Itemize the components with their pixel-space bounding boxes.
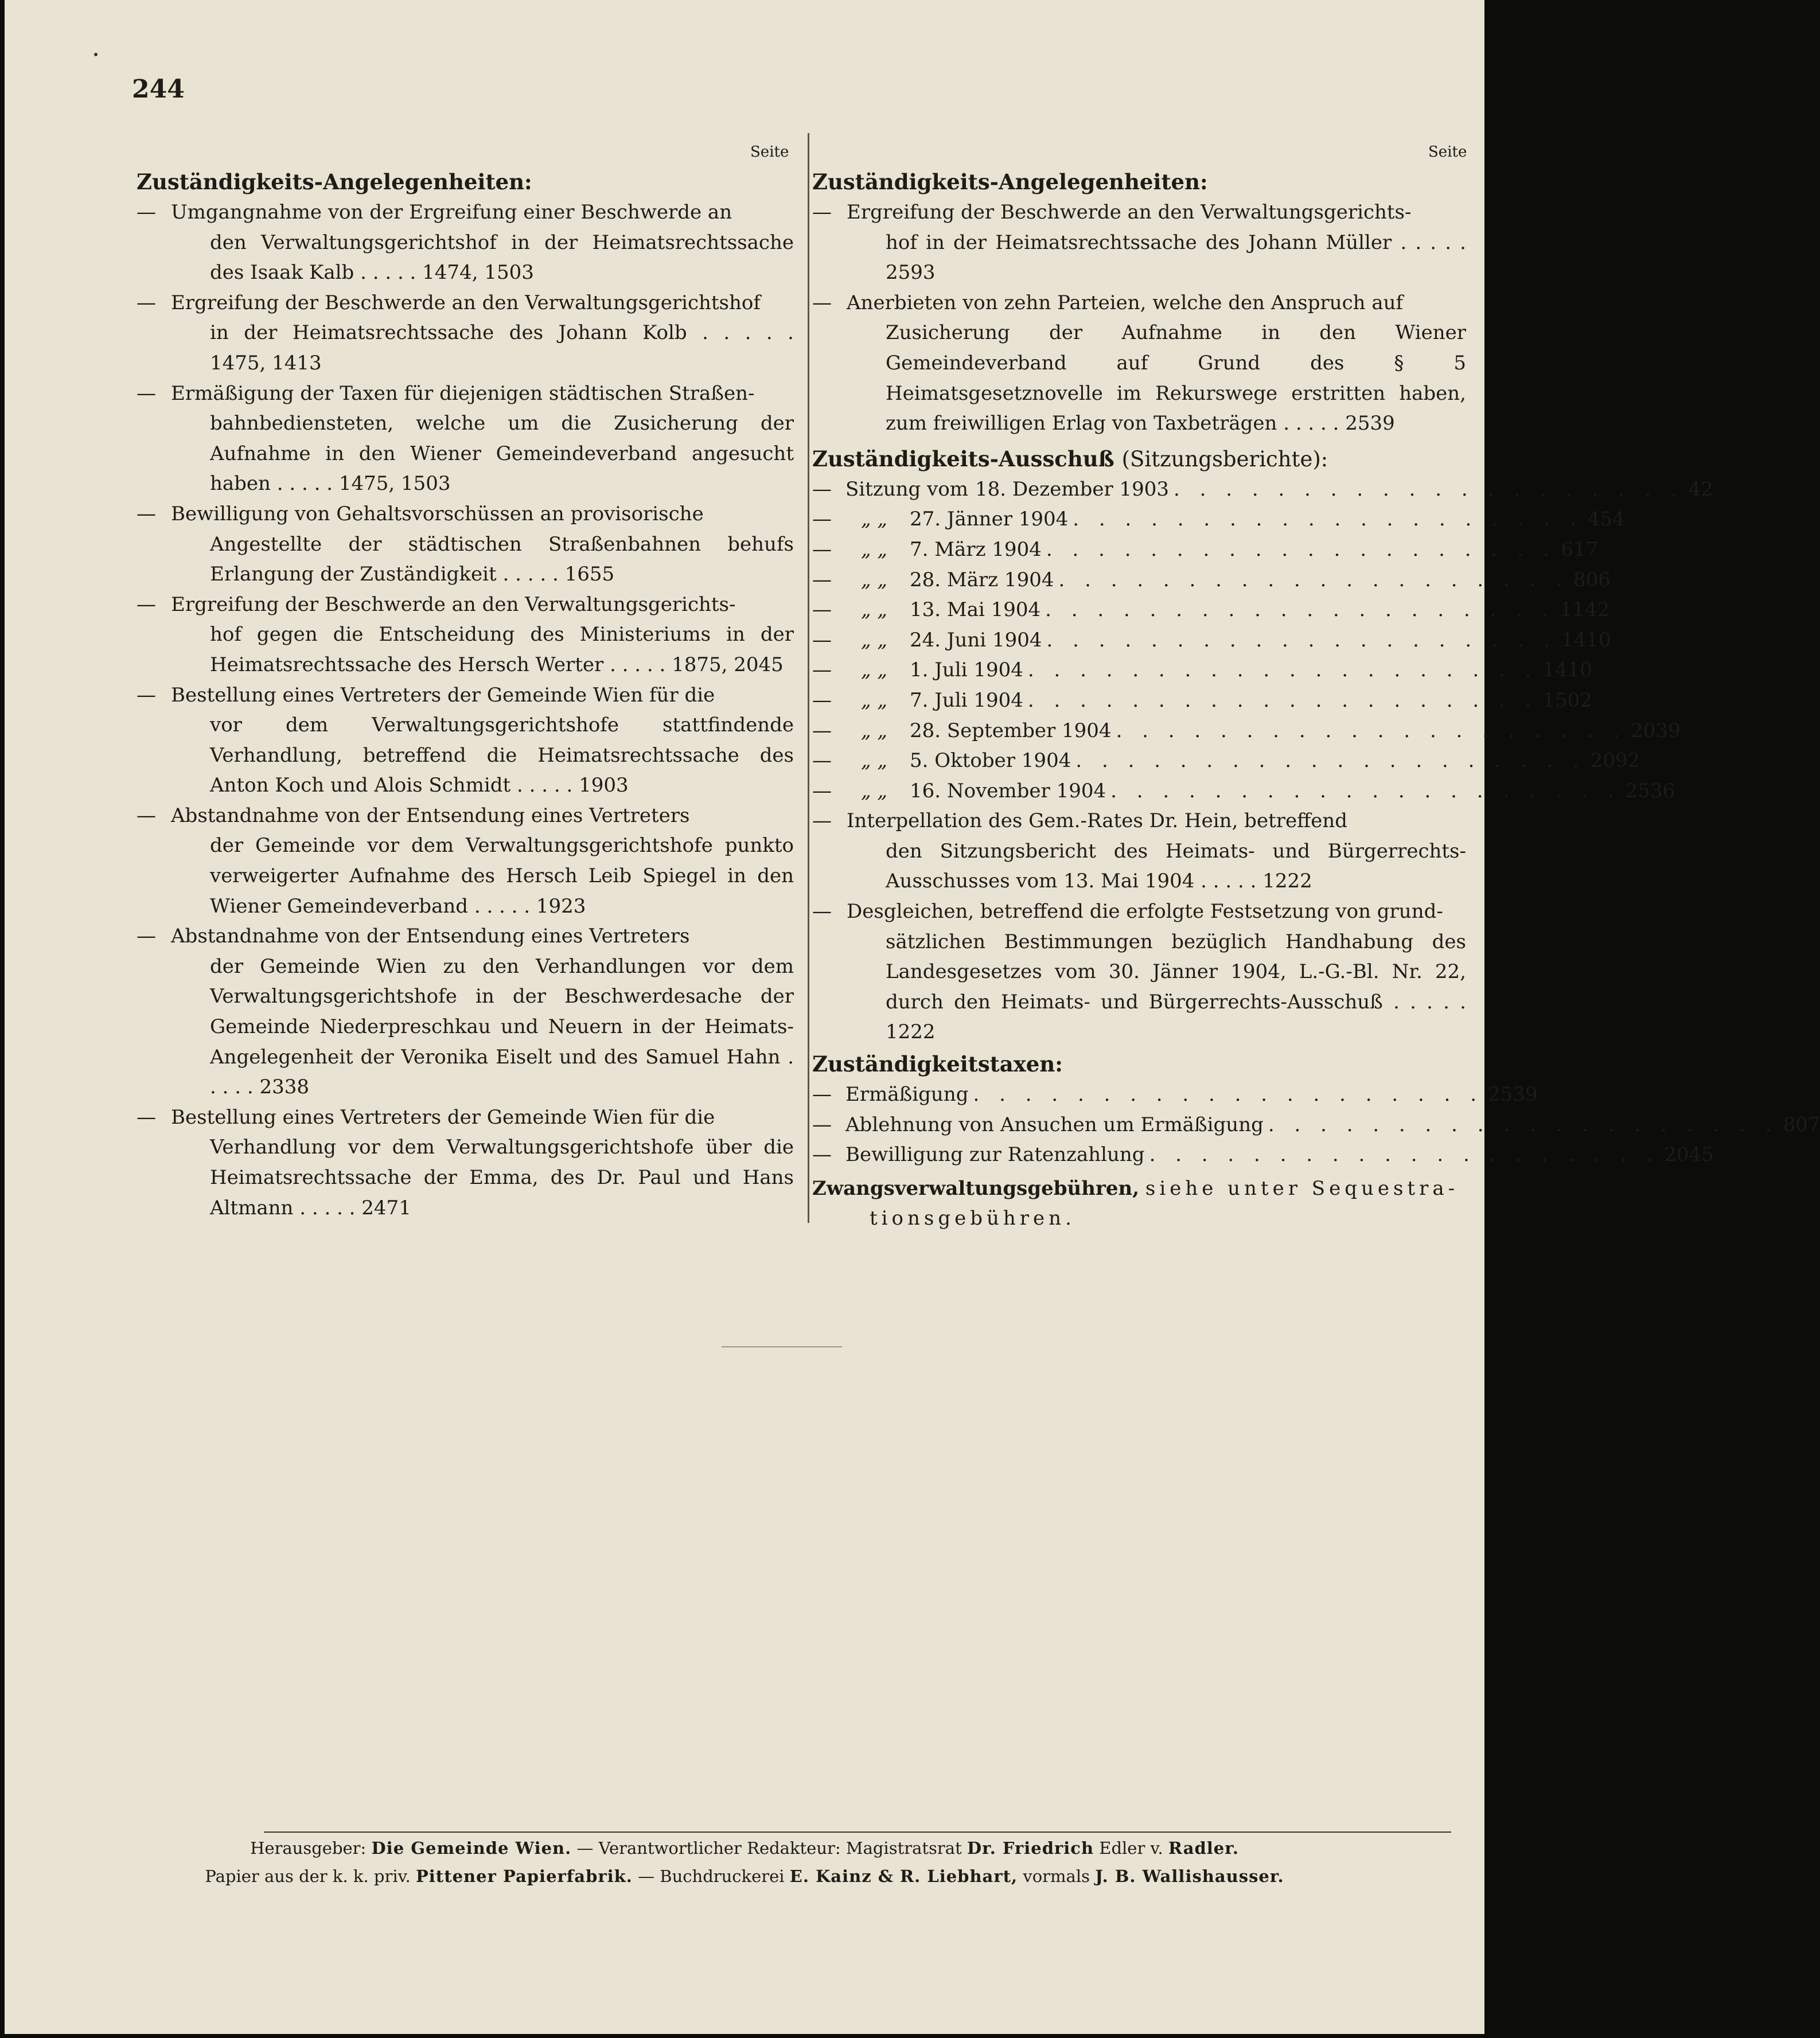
entry-dash: — bbox=[812, 779, 832, 802]
page-reference: 1142 bbox=[1560, 598, 1610, 622]
index-entry bbox=[137, 801, 794, 921]
sitzung-date: 27. Jänner 1904 bbox=[910, 508, 1069, 531]
leader-dots: . . . . . bbox=[474, 894, 536, 918]
entry-text: der Gemeinde vor dem Verwaltungsgerichtshofe punkto verweigerter Aufnahme des Hersch Leib Spiegel in den Wiener Gemeindeverband bbox=[210, 834, 794, 918]
index-entry bbox=[137, 921, 794, 1102]
sitzung-label: Sitzung vom bbox=[845, 477, 969, 501]
entry-text: Verhandlung vor dem Verwaltungsgerichtshofe über die Heimatsrechtssache der Emma, des Dr. Paul und Hans Altmann bbox=[210, 1136, 794, 1219]
sitzung-row bbox=[812, 535, 1599, 565]
sitzung-row bbox=[812, 685, 1592, 716]
entry-first-line: Bewilligung von Gehaltsvorschüssen an provisorische bbox=[171, 502, 704, 525]
ausschuss-heading bbox=[812, 443, 1466, 474]
leader-dots: . . . . . bbox=[516, 774, 579, 797]
page-reference: 454 bbox=[1587, 508, 1625, 531]
ausschuss-heading-note: (Sitzungsberichte): bbox=[1121, 446, 1328, 471]
section-heading: Zuständigkeits-Angelegenheiten: bbox=[137, 169, 532, 194]
entry-first-line: Desgleichen, betreffend die erfolgte Festsetzung von grund- bbox=[847, 900, 1443, 923]
sitzung-row bbox=[812, 504, 1625, 535]
leader-dots: . . . . . bbox=[1400, 231, 1466, 254]
page-reference: 1410 bbox=[1561, 628, 1611, 652]
entry-dash: — bbox=[812, 688, 832, 712]
taxen-text: Ablehnung von Ansuchen um Ermäßigung bbox=[845, 1113, 1264, 1136]
page-reference: 42 bbox=[1688, 477, 1713, 501]
page-reference: 2039 bbox=[1631, 719, 1681, 742]
ditto-mark: „ „ bbox=[860, 719, 888, 742]
entry-dash: — bbox=[137, 201, 156, 224]
entry-body bbox=[171, 197, 794, 288]
page-reference: 2593 bbox=[886, 261, 936, 285]
seite-label-right: Seite bbox=[1428, 143, 1467, 161]
entry-body bbox=[171, 499, 794, 590]
taxen-text: Ermäßigung bbox=[845, 1083, 969, 1106]
imprint-editor-surname: Radler. bbox=[1168, 1838, 1239, 1858]
entry-dash: — bbox=[137, 593, 156, 616]
ditto-mark: „ „ bbox=[860, 568, 888, 591]
entry-first-line: Bestellung eines Vertreters der Gemeinde Wien für die bbox=[171, 683, 715, 707]
right-column bbox=[812, 166, 1820, 1234]
ditto-mark: „ „ bbox=[860, 749, 888, 773]
sitzung-row bbox=[812, 716, 1681, 746]
zwang-heading: Zwangsverwaltungsgebühren, bbox=[812, 1176, 1140, 1200]
ditto-mark: „ „ bbox=[860, 598, 888, 622]
entry-dash: — bbox=[812, 477, 832, 501]
index-entry bbox=[812, 806, 1466, 897]
entry-dash: — bbox=[812, 291, 832, 314]
page-reference: 2338 bbox=[259, 1075, 309, 1099]
index-entry bbox=[812, 197, 1466, 288]
imprint-line-publisher bbox=[5, 1838, 1484, 1858]
leader-dots: . . . . . . . . . . . . . . . . . . . . bbox=[1027, 658, 1538, 682]
entry-dash: — bbox=[812, 749, 832, 773]
page-reference: 617 bbox=[1561, 537, 1599, 561]
taxen-row bbox=[812, 1080, 1538, 1110]
leader-dots: . . . . . . . . . . . . . . . . . . . . bbox=[1045, 598, 1556, 622]
ditto-mark: „ „ bbox=[860, 658, 888, 682]
entry-text: bahnbediensteten, welche um die Zusicherung der Aufnahme in den Wiener Gemeindeverband angesucht haben bbox=[210, 412, 794, 496]
taxen-heading: Zuständigkeitstaxen: bbox=[812, 1051, 1063, 1077]
sitzung-row bbox=[812, 746, 1640, 776]
entry-first-line: Ergreifung der Beschwerde an den Verwaltungsgerichtshof bbox=[171, 291, 761, 314]
leader-dots: . . . . . . . . . . . . . . . . . . . . bbox=[1046, 537, 1557, 561]
leader-dots: . . . . . bbox=[276, 472, 339, 496]
imprint-publisher: Die Gemeinde Wien. bbox=[371, 1838, 572, 1858]
sitzung-date: 24. Juni 1904 bbox=[910, 628, 1042, 652]
imprint-rule bbox=[264, 1832, 1451, 1833]
page-reference: 1875, 2045 bbox=[672, 653, 784, 676]
page-reference: 1475, 1413 bbox=[210, 351, 322, 375]
entry-dash: — bbox=[812, 658, 832, 682]
sitzung-date: 1. Juli 1904 bbox=[910, 658, 1023, 682]
sitzung-row bbox=[812, 625, 1611, 656]
imprint-printer: E. Kainz & R. Liebhart, bbox=[789, 1866, 1018, 1886]
imprint-paper-mill: Pittener Papierfabrik. bbox=[415, 1866, 633, 1886]
imprint-text: vormals bbox=[1023, 1866, 1090, 1886]
leader-dots: . . . . . bbox=[502, 563, 565, 586]
leader-dots: . . . . . bbox=[1283, 412, 1346, 435]
zwang-text: siehe unter Sequestra- bbox=[1145, 1176, 1459, 1200]
leader-dots: . . . . . . . . . . . . . . . . . . . . bbox=[1110, 779, 1621, 802]
leader-dots: . . . . . bbox=[1393, 990, 1466, 1014]
index-entry bbox=[812, 897, 1466, 1047]
ditto-mark: „ „ bbox=[860, 688, 888, 712]
page-reference: 2539 bbox=[1488, 1083, 1538, 1106]
page-reference: 2045 bbox=[1664, 1143, 1714, 1167]
entry-body bbox=[171, 590, 794, 680]
ditto-mark: „ „ bbox=[860, 628, 888, 652]
imprint-text: Edler v. bbox=[1099, 1838, 1163, 1858]
index-entry bbox=[137, 1102, 794, 1223]
entry-first-line: Abstandnahme von der Entsendung eines Vertreters bbox=[171, 804, 690, 827]
entry-dash: — bbox=[812, 628, 832, 652]
page-reference: 2539 bbox=[1345, 412, 1395, 435]
page-reference: 1923 bbox=[536, 894, 586, 918]
entry-dash: — bbox=[137, 381, 156, 405]
entry-dash: — bbox=[812, 1143, 832, 1167]
entry-body bbox=[847, 897, 1466, 1047]
entry-dash: — bbox=[812, 809, 832, 833]
entry-text: in der Heimatsrechtssache des Johann Kolb bbox=[210, 321, 687, 345]
entry-first-line: Ergreifung der Beschwerde an den Verwaltungsgerichts- bbox=[847, 201, 1412, 224]
column-divider bbox=[808, 133, 809, 1223]
entry-text: sätzlichen Bestimmungen bezüglich Handhabung des Landesgesetzes vom 30. Jänner 1904, L.-G.-Bl. Nr. 22, durch den Heimats- und Bürgerrechts-Ausschuß bbox=[886, 930, 1466, 1014]
entry-first-line: Ergreifung der Beschwerde an den Verwaltungsgerichts- bbox=[171, 593, 736, 616]
entry-text: hof in der Heimatsrechtssache des Johann Müller bbox=[886, 231, 1392, 254]
entry-body bbox=[171, 288, 794, 379]
page-reference: 1410 bbox=[1542, 658, 1592, 682]
index-entry bbox=[137, 590, 794, 680]
page-reference: 807 bbox=[1783, 1113, 1820, 1136]
page-reference: 2092 bbox=[1590, 749, 1640, 773]
entry-text: vor dem Verwaltungsgerichtshofe stattfindende Verhandlung, betreffend die Heimatsrechtssache des Anton Koch und Alois Schmidt bbox=[210, 714, 794, 797]
leader-dots: . . . . . . . . . . . . . . . . . . . . bbox=[1058, 568, 1569, 591]
page-reference: 1222 bbox=[886, 1020, 936, 1044]
entry-dash: — bbox=[812, 598, 832, 622]
page-reference: 1475, 1503 bbox=[338, 472, 451, 496]
leader-dots: . . . . . . . . . . . . . . . . . . . . bbox=[1174, 477, 1684, 501]
section-heading: Zuständigkeits-Angelegenheiten: bbox=[812, 169, 1208, 194]
ditto-mark: „ „ bbox=[860, 508, 888, 531]
page-reference: 1903 bbox=[579, 774, 629, 797]
entry-dash: — bbox=[812, 900, 832, 923]
taxen-row bbox=[812, 1140, 1714, 1170]
entry-first-line: Ermäßigung der Taxen für diejenigen städtischen Straßen- bbox=[171, 381, 755, 405]
entry-body bbox=[171, 1102, 794, 1223]
entry-body bbox=[171, 801, 794, 921]
page-reference: 1655 bbox=[564, 563, 615, 586]
entry-dash: — bbox=[137, 804, 156, 827]
entry-dash: — bbox=[812, 201, 832, 224]
entry-body bbox=[847, 197, 1466, 288]
entry-body bbox=[171, 680, 794, 801]
imprint-printer-former: J. B. Wallishausser. bbox=[1095, 1866, 1284, 1886]
entry-dash: — bbox=[137, 925, 156, 948]
entry-body bbox=[847, 806, 1466, 897]
imprint-text: Herausgeber: bbox=[250, 1838, 367, 1858]
entry-first-line: Bestellung eines Vertreters der Gemeinde Wien für die bbox=[171, 1105, 715, 1129]
page-number: 244 bbox=[132, 75, 185, 104]
taxen-text: Bewilligung zur Ratenzahlung bbox=[845, 1143, 1145, 1167]
sitzung-row bbox=[812, 655, 1592, 685]
sitzung-date: 16. November 1904 bbox=[910, 779, 1106, 802]
sitzung-date: 5. Oktober 1904 bbox=[910, 749, 1071, 773]
leader-dots: . . . . . . . . . . . . . . . . . . . . bbox=[1116, 719, 1627, 742]
entry-first-line: Anerbieten von zehn Parteien, welche den Anspruch auf bbox=[847, 291, 1404, 314]
leader-dots: . . . . . bbox=[610, 653, 672, 676]
index-entry bbox=[137, 379, 794, 499]
ditto-mark: „ „ bbox=[860, 779, 888, 802]
page-reference: 806 bbox=[1573, 568, 1611, 591]
entry-dash: — bbox=[812, 508, 832, 531]
sitzung-list bbox=[812, 474, 1713, 806]
imprint-text: — Verantwortlicher Redakteur: Magistratsrat bbox=[576, 1838, 962, 1858]
entry-text: Angestellte der städtischen Straßenbahnen behufs Erlangung der Zuständigkeit bbox=[210, 532, 794, 586]
entry-dash: — bbox=[137, 683, 156, 707]
entry-first-line: Interpellation des Gem.-Rates Dr. Hein, betreffend bbox=[847, 809, 1348, 833]
end-rule bbox=[722, 1346, 842, 1347]
imprint-text: Papier aus der k. k. priv. bbox=[205, 1866, 411, 1886]
ditto-mark: „ „ bbox=[860, 537, 888, 561]
leader-dots: . . . . . . . . . . . . . . . . . . . . bbox=[1073, 508, 1583, 531]
index-entry-list bbox=[137, 197, 794, 1223]
leader-dots: . . . . . . . . . . . . . . . . . . . . bbox=[1149, 1143, 1660, 1167]
entry-text: den Verwaltungsgerichtshof in der Heimatsrechtssache des Isaak Kalb bbox=[210, 231, 794, 285]
leader-dots: . . . . . bbox=[702, 321, 794, 345]
sitzung-date: 7. März 1904 bbox=[910, 537, 1042, 561]
leader-dots: . . . . . bbox=[299, 1196, 362, 1219]
index-entry bbox=[137, 680, 794, 801]
taxen-list bbox=[812, 1080, 1820, 1170]
leader-dots: . . . . . bbox=[210, 1045, 794, 1099]
index-entry-list bbox=[812, 197, 1466, 439]
sitzung-row bbox=[812, 474, 1713, 505]
ausschuss-heading-title: Zuständigkeits-Ausschuß bbox=[812, 446, 1114, 471]
imprint-editor: Dr. Friedrich bbox=[966, 1838, 1094, 1858]
entry-dash: — bbox=[812, 719, 832, 742]
index-entry bbox=[137, 288, 794, 379]
entry-dash: — bbox=[812, 1113, 832, 1136]
entry-dash: — bbox=[812, 537, 832, 561]
entry-body bbox=[171, 921, 794, 1102]
taxen-row bbox=[812, 1110, 1820, 1140]
sitzung-date: 13. Mai 1904 bbox=[910, 598, 1041, 622]
imprint-line-printer bbox=[5, 1866, 1484, 1886]
leader-dots: . . . . . . . . . . . . . . . . . . . . bbox=[1268, 1113, 1779, 1136]
sitzung-row bbox=[812, 565, 1611, 595]
entry-text: hof gegen die Entscheidung des Ministeriums in der Heimatsrechtssache des Hersch Werter bbox=[210, 623, 794, 676]
sitzung-date: 7. Juli 1904 bbox=[910, 688, 1023, 712]
page-reference: 1502 bbox=[1542, 688, 1592, 712]
index-entry-list bbox=[812, 806, 1466, 1047]
entry-text: der Gemeinde Wien zu den Verhandlungen vor dem Verwaltungsgerichtshofe in der Beschwerdesache der Gemeinde Niederpreschkau und Neuern in der Heimats-Angelegenheit der Veronika Eiselt und des Samuel Hahn bbox=[210, 954, 794, 1069]
entry-dash: — bbox=[812, 1083, 832, 1106]
left-column bbox=[137, 166, 794, 1223]
entry-body bbox=[847, 288, 1466, 439]
index-entry bbox=[137, 499, 794, 590]
sitzung-date: 18. Dezember 1903 bbox=[975, 477, 1170, 501]
leader-dots: . . . . . . . . . . . . . . . . . . . . bbox=[1046, 628, 1557, 652]
entry-dash: — bbox=[812, 568, 832, 591]
entry-dash: — bbox=[137, 502, 156, 525]
sitzung-row bbox=[812, 595, 1610, 625]
page-reference: 1474, 1503 bbox=[422, 261, 534, 285]
entry-dash: — bbox=[137, 1105, 156, 1129]
index-entry bbox=[137, 197, 794, 288]
index-entry bbox=[812, 288, 1466, 439]
sitzung-date: 28. März 1904 bbox=[910, 568, 1054, 591]
seite-label-left: Seite bbox=[750, 143, 789, 161]
leader-dots: . . . . . bbox=[1201, 870, 1263, 893]
entry-first-line: Abstandnahme von der Entsendung eines Vertreters bbox=[171, 925, 690, 948]
entry-text: Zusicherung der Aufnahme in den Wiener Gemeindeverband auf Grund des § 5 Heimatsgesetznovelle im Rekurswege erstritten haben, zum freiwilligen Erlag von Taxbeträgen bbox=[886, 321, 1466, 435]
entry-dash: — bbox=[137, 291, 156, 314]
page-reference: 2471 bbox=[361, 1196, 411, 1219]
zwang-text-cont: tionsgebühren. bbox=[870, 1207, 1075, 1230]
page-reference: 1222 bbox=[1262, 870, 1312, 893]
ink-speck bbox=[94, 53, 98, 56]
leader-dots: . . . . . bbox=[360, 261, 423, 285]
entry-first-line: Umgangnahme von der Ergreifung einer Beschwerde an bbox=[171, 201, 732, 224]
entry-text: den Sitzungsbericht des Heimats- und Bürgerrechts-Ausschusses vom 13. Mai 1904 bbox=[886, 839, 1466, 893]
zwang-entry bbox=[812, 1174, 1466, 1234]
document-page bbox=[5, 0, 1820, 2034]
sitzung-date: 28. September 1904 bbox=[910, 719, 1112, 742]
sitzung-row bbox=[812, 776, 1675, 806]
leader-dots: . . . . . . . . . . . . . . . . . . . . bbox=[1075, 749, 1586, 773]
imprint-text: — Buchdruckerei bbox=[638, 1866, 785, 1886]
leader-dots: . . . . . . . . . . . . . . . . . . . . bbox=[1027, 688, 1538, 712]
entry-body bbox=[171, 379, 794, 499]
page-reference: 2536 bbox=[1625, 779, 1675, 802]
leader-dots: . . . . . . . . . . . . . . . . . . . . bbox=[973, 1083, 1483, 1106]
